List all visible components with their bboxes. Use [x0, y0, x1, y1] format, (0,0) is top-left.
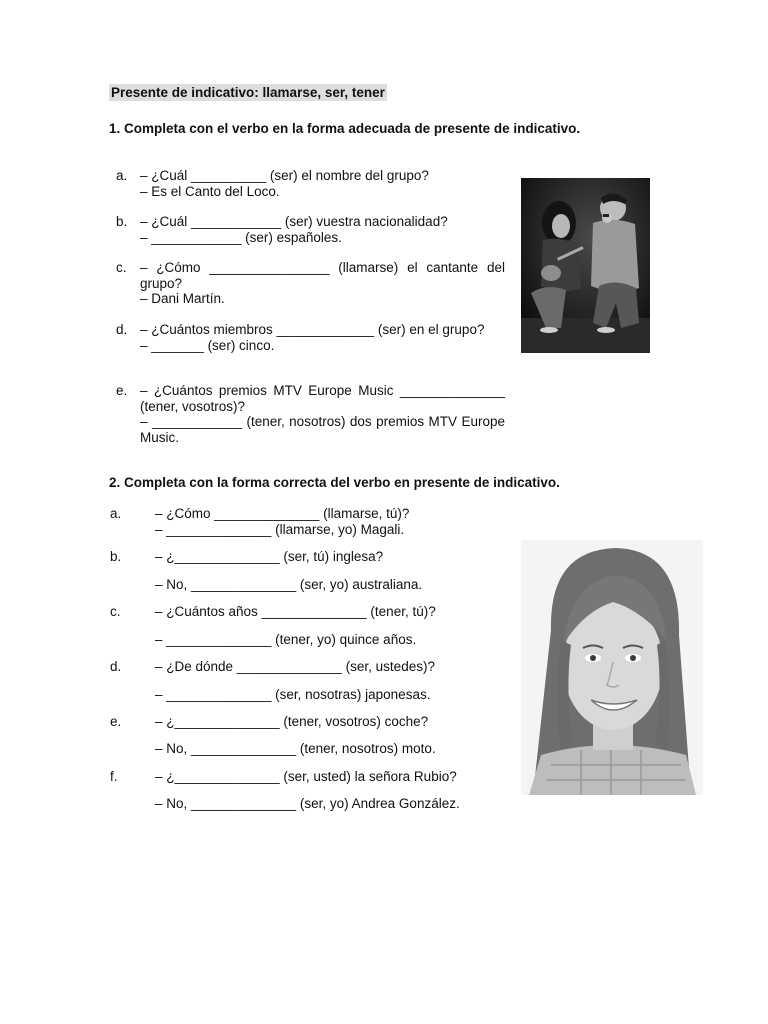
section1-item-e	[116, 383, 505, 445]
answer-line: – Dani Martín.	[140, 291, 225, 306]
section1-item-d	[116, 322, 505, 353]
answer-line: – ______________ (tener, yo) quince años.	[155, 632, 417, 647]
question-line: – ¿De dónde ______________ (ser, ustedes)?	[155, 659, 435, 674]
question-line: – ¿______________ (tener, vosotros) coche?	[155, 714, 429, 729]
question-line: – ¿Cuántos premios MTV Europe Music ______________ (tener, vosotros)?	[140, 383, 505, 414]
item-letter: c.	[116, 260, 127, 275]
answer-line: – ______________ (llamarse, yo) Magali.	[155, 522, 405, 537]
item-letter: b.	[116, 214, 128, 229]
section1-item-b	[116, 214, 505, 245]
question-line: – ¿Cómo ________________ (llamarse) el cantante del grupo?	[140, 260, 505, 291]
section1-item-c	[116, 260, 505, 307]
item-letter: d.	[110, 659, 122, 674]
section1-item-a	[116, 168, 505, 199]
answer-line: – ______________ (ser, nosotras) japonesas.	[155, 687, 431, 702]
page-title: Presente de indicativo: llamarse, ser, tener	[111, 85, 385, 100]
item-letter: d.	[116, 322, 128, 337]
band-photo-image	[521, 178, 650, 353]
girl-portrait-image	[521, 540, 703, 795]
section1-heading: 1. Completa con el verbo en la forma adecuada de presente de indicativo.	[109, 121, 581, 136]
question-line: – ¿Cómo ______________ (llamarse, tú)?	[155, 506, 410, 521]
question-line: – ¿Cuál __________ (ser) el nombre del grupo?	[140, 168, 429, 183]
question-line: – ¿Cuántos miembros _____________ (ser) en el grupo?	[140, 322, 485, 337]
answer-line: – ____________ (tener, nosotros) dos premios MTV Europe Music.	[140, 414, 505, 445]
item-letter: a.	[116, 168, 128, 183]
question-line: – ¿Cuántos años ______________ (tener, tú)?	[155, 604, 436, 619]
answer-line: – No, ______________ (tener, nosotros) moto.	[155, 741, 436, 756]
item-letter: c.	[110, 604, 121, 619]
item-letter: a.	[110, 506, 122, 521]
answer-line: – ____________ (ser) españoles.	[140, 229, 342, 245]
question-line: – ¿______________ (ser, usted) la señora Rubio?	[155, 769, 457, 784]
item-letter: b.	[110, 549, 122, 564]
band-photo	[521, 178, 650, 353]
question-line: – ¿______________ (ser, tú) inglesa?	[155, 549, 384, 564]
answer-line: – Es el Canto del Loco.	[140, 183, 280, 199]
answer-line: – No, ______________ (ser, yo) Andrea González.	[155, 796, 460, 811]
question-line: – ¿Cuál ____________ (ser) vuestra nacionalidad?	[140, 214, 448, 229]
item-letter: e.	[116, 383, 128, 398]
answer-line: – _______ (ser) cinco.	[140, 337, 275, 353]
item-letter: f.	[110, 769, 118, 784]
answer-line: – No, ______________ (ser, yo) australiana.	[155, 577, 423, 592]
section2-heading: 2. Completa con la forma correcta del verbo en presente de indicativo.	[109, 475, 560, 490]
item-letter: e.	[110, 714, 122, 729]
girl-portrait-photo	[521, 540, 703, 795]
